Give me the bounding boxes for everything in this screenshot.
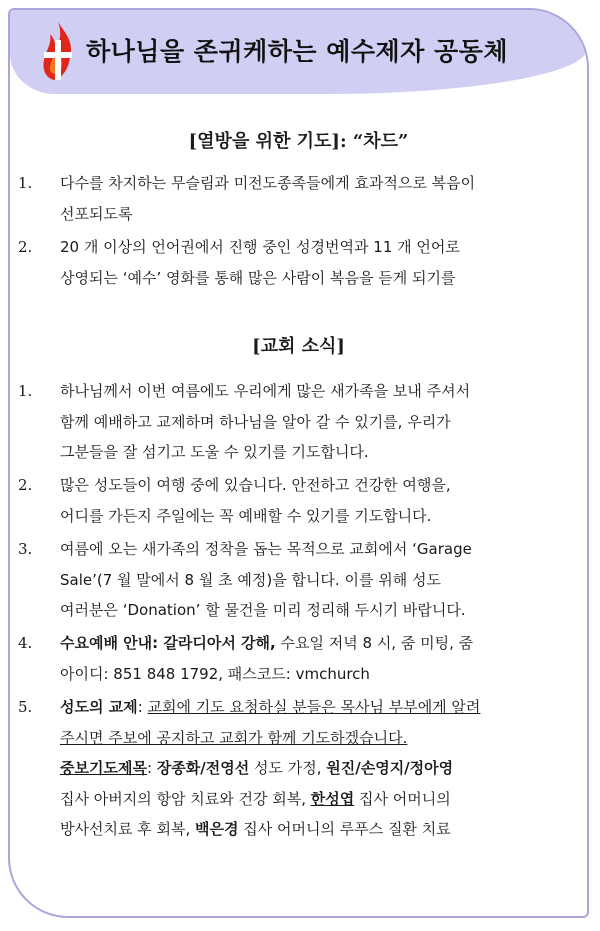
- bulletin-frame: [8, 8, 589, 918]
- prayer-text: 방사선치료 후 회복,: [60, 820, 195, 838]
- item-number: 1.: [18, 174, 33, 192]
- item-text-line: 상영되는 ‘예수’ 영화를 통해 많은 사람이 복음을 듣게 되기를: [60, 268, 456, 287]
- prayer-names: 한성엽: [310, 789, 355, 808]
- wednesday-service-details: 수요일 저녁 8 시, 줌 미팅, 줌: [275, 634, 474, 652]
- item-number: 2.: [18, 476, 33, 494]
- item-text-line: Sale’(7 월 말에서 8 월 초 예정)을 합니다. 이를 위해 성도: [60, 570, 441, 589]
- prayer-text: 성도 가정,: [249, 759, 327, 777]
- wednesday-service-label: 수요예배 안내: 갈라디아서 강해,: [60, 634, 276, 652]
- item-text-line: 그분들을 잘 섬기고 도울 수 있기를 기도합니다.: [60, 443, 369, 461]
- prayer-names: 원진/손영지/정아영: [326, 759, 454, 777]
- item-text-line: 선포되도록: [60, 204, 133, 223]
- item-text-line: 함께 예배하고 교제하며 하나님을 알아 갈 수 있기를, 우리가: [60, 412, 451, 431]
- prayer-names: 장종화/전영선: [156, 759, 250, 777]
- item-number: 5.: [18, 698, 33, 716]
- intercession-label: 중보기도제목: [60, 759, 147, 777]
- item-number: 1.: [18, 382, 33, 400]
- header-title: 하나님을 존귀케하는 예수제자 공동체: [86, 37, 509, 66]
- item-text-line: 20 개 이상의 언어권에서 진행 중인 성경번역과 11 개 언어로: [60, 238, 460, 256]
- header-banner: [10, 10, 587, 94]
- item-text-line: [60, 628, 570, 659]
- item-text-line: 여러분은 ‘Donation’ 할 물건을 미리 정리해 두시기 바랍니다.: [60, 601, 466, 619]
- item-text-line: 하나님께서 이번 여름에도 우리에게 많은 새가족을 보내 주셔서: [60, 382, 471, 400]
- fellowship-label: 성도의 교제: [60, 698, 138, 716]
- prayer-section-title: [열방을 위한 기도]: “차드”: [188, 131, 409, 152]
- separator: :: [146, 759, 157, 777]
- item-number: 2.: [18, 238, 33, 256]
- item-text-line: [60, 814, 570, 845]
- item-number: 3.: [18, 540, 33, 558]
- item-number: 4.: [18, 634, 33, 652]
- prayer-text: 집사 어머니의 루푸스 질환 치료: [238, 820, 451, 838]
- item-text-line: [60, 753, 570, 784]
- item-text-line: 아이디: 851 848 1792, 패스코드: vmchurch: [60, 664, 370, 683]
- item-text-line: 많은 성도들이 여행 중에 있습니다. 안전하고 건강한 여행을,: [60, 476, 451, 494]
- prayer-request-note: 주시면 주보에 공지하고 교회가 함께 기도하겠습니다.: [60, 728, 408, 747]
- item-text-line: 어디를 가든지 주일에는 꼭 예배할 수 있기를 기도합니다.: [60, 506, 432, 525]
- separator: :: [137, 698, 148, 716]
- item-text-line: [60, 723, 570, 754]
- prayer-names: 백은경: [195, 820, 239, 838]
- item-text-line: 다수를 차지하는 무슬림과 미전도종족들에게 효과적으로 복음이: [60, 174, 476, 192]
- item-text-line: 여름에 오는 새가족의 정착을 돕는 목적으로 교회에서 ‘Garage: [60, 540, 472, 558]
- prayer-text: 집사 아버지의 항암 치료와 건강 회복,: [60, 789, 311, 808]
- news-section-title: [교회 소식]: [252, 336, 345, 357]
- flame-cross-logo-icon: [36, 20, 80, 84]
- prayer-request-note: 교회에 기도 요청하실 분들은 목사님 부부에게 알려: [147, 698, 481, 716]
- item-text-line: [60, 784, 570, 815]
- prayer-text: 집사 어머니의: [354, 789, 451, 808]
- item-text-line: [60, 692, 570, 723]
